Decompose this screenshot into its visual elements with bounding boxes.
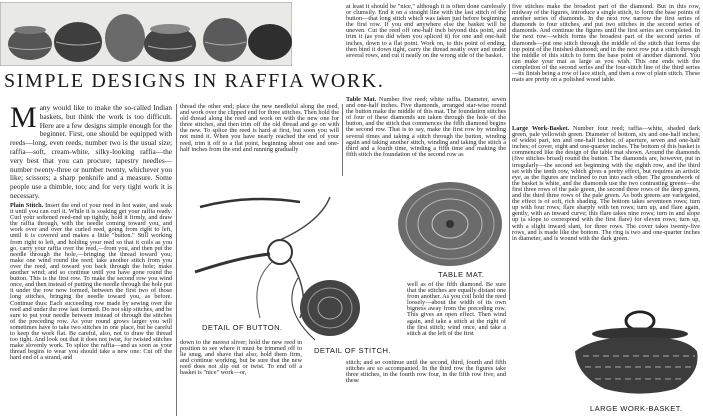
col3-top-text: at least it should be "nice," although it is often done carelessly or clumsily. End it on a straight line with the last stitch of the button—that long stitch which was taken just before beginning the first row. If you end anywhere else the basket will be uneven. Cut the reed off one-half inch beyond this point, and trim it (as you did when you spliced it) for one and one-half inches, down to a flat point. Work on, to this point of ending, then bind it down tight, carry the thread neatly over and under several rows, and cut it neatly on the wrong side of the basket.: [346, 3, 506, 59]
plain-stitch-section: [10, 203, 172, 361]
intro-text: any would like to make the so-called Indian baskets, but think the work is too difficult. Here are a few designs simple enough for the beginner. First, one should be equipped with reeds—long, even reeds, number two is the usual size; raffia—soft, cream-white, silky-looking raffia—the very best that you can procure; tapestry needles—number twenty-three or number twenty, whichever you like; scissors; a sharp penknife and a measure. Some people use a thimble, too; and for very tight work it is necessary.: [10, 103, 172, 200]
col3-mid-text: well as of the fifth diamond. Be sure that the stitches are equally distant one from another. As you coil hold the reed loosely—about the width of its own bigness away from the preceding row. This gives an open effect. Then wind again, and take a stitch at the right of the first stitch; wind once, and take a stitch at the left of the first: [407, 281, 506, 337]
work-basket-section: [512, 126, 700, 242]
intro-paragraph: [10, 101, 172, 201]
col4-top-text: five stitches make the broadest part of the diamond. But in this row, midway of the figures, introduce a single stitch, to form the base points of another series of diamonds. In the next row narrow the first series of diamonds to four stitches, and put two stitches in the second series of diamonds. And continue the figures until the first series are completed. In the next row—which forms the broadest part of the second series of diamonds—put one stitch through the middle of the stitch that forms the top point of the finished diamond; and in the next row put a stitch through the middle of this stitch to form the base point of another diamond. You can make your mat as large as you wish. This one ends with the completion of the second series and the four-stitch line of the third series—its finish being a row of lace stitch, and then a row of plain stitch. These mats are pretty on a polished wood table.: [512, 3, 700, 84]
caption-button: DETAIL OF BUTTON.: [202, 323, 283, 332]
table-mat-text: Number five reed; white raffia. Diameter, seven and one-half inches. Five diamonds, arranged star-wise round the button make the middle of this mat. The foundation stitches of four of these diamonds are taken through the hole of the button, and the stitch that commences the fifth diamond begins the second row. That is to say, make the first row by winding several times and taking a stitch through the button, winding again and taking another stitch, winding and taking the stitch a third and a fourth time, winding a fifth time and making the fifth stitch the foundation of the second row as: [346, 96, 506, 158]
caption-mat: TABLE MAT.: [438, 270, 485, 279]
column-rule: [342, 104, 343, 176]
column-rule: [176, 104, 177, 416]
col2-bottom-text: down to the merest sliver; hold the new reed in position to see where it must be trimmed off to lie snug, and shave that also; hold them firm, and continue working, but be sure that the new reed does not slip out or twist. To end off a basket is "nice" work—or,: [180, 339, 302, 377]
plain-stitch-text: Insert the end of your reed in hot water, and soak it until you can curl it. While it is soaking get your raffia ready. Curl your softened reed-end up tightly, hold it firmly, and draw the raffia through, with the needle coming toward you, and work over and over the curled reed, going from right to left, until it is covered and makes a little "button." Still working from right to left, and holding your reed so that it coils as you go, carry your raffia over the reed,—from you, and then put the needle through the hole,—bringing the thread toward you; make one wind round the reed; take another stitch from you over the reed, and toward you back through the hole; make another wind; and so continue until you have gone round the button. This is the first row. To make the second row you wind once, and then instead of putting the needle through the hole put it under the row now formed, between the first two of those long stitches, bringing the needle toward you, as before. Continue thus: Each succeeding row made by sewing over the reed and under the row last formed. Do not skip stitches, and be sure to put your needle between instead of through the stitches of the preceding row. As your round grows larger you will sometimes have to take two stitches in one place, but be careful to keep the work flat. Be careful, also, not to draw the thread too tight. And look out that it does not twist, for twisted stitches make slovenly work. To splice the raffia—and as soon as your thread begins to wear you should take a new one: Cut off the hard end of a strand, and: [10, 202, 172, 362]
baskets-photo: [0, 2, 292, 66]
caption-stitch: DETAIL OF STITCH.: [314, 346, 391, 355]
column-rule: [509, 4, 510, 300]
work-basket-text: Number four reed; raffia—white, shaded dark green, pale yellowish green. Diameter of bottom, six and one-half inches; of widest part, ten and one-half inches; of aperture, seven and one-half inches; of cover, eight and one-quarter inches. The bottom of this basket is commenced like the design of the table mat shown. Around the diamonds (five stitches broad) round the button. The diamonds are, however, put in irregularly—the second set beginning with the eighth row, and the third set with the tenth row, which gives a pretty effect, but requires an artistic eye, as the figures are inclined to run into each other. The groundwork of the basket is white, and the diamonds use the two contrasting greens—the first three rows of the pale green, the second three rows of the deep green, and the third three rows of the pale green. As both greens are variegated, the effect is of soft, rich shading. The bottom takes seventeen rows; turn up with four rows; flare sharply with ten rows; turn up, and flare again, gently, with an inward curve; this flare takes nine rows; turn in and slope up (a slope to correspond with the first flare) for eleven rows; turn up, with a slight inward slant, for three rows. The cover takes twenty-five rows, and is made like the bottom. The ring is two and one-quarter inches in diameter, and is wound with the dark green.: [512, 125, 700, 242]
col2-top-text: thread the other end; place the new needleful along the reed, and work over the clipped end for three stitches. Then hold the old thread along the reed and work on with the new one for three stitches, and then trim off the old thread and go on with the new. To splice the reed is hard at first, but soon you will not mind it. When you have nearly reached the end of your reed, trim it off to a flat point, beginning about one and one-half inches from the end and running gradually: [180, 103, 339, 153]
plain-stitch-heading: Plain Stitch.: [10, 202, 44, 209]
table-mat-section: [346, 97, 506, 158]
article-title: SIMPLE DESIGNS IN RAFFIA WORK.: [4, 70, 385, 92]
stitch-detail-illustration: [270, 268, 380, 343]
drop-cap: M: [10, 101, 37, 134]
caption-basket: LARGE WORK-BASKET.: [590, 404, 683, 413]
table-mat-illustration: [395, 180, 505, 268]
col3-bottom-text: stitch; and so continue until the second, third, fourth and fifth stitches are so accompanied. In the third row the figures take three stitches, in the fourth row four, in the fifth row five; and these: [346, 359, 506, 385]
work-basket-illustration: [555, 310, 701, 400]
table-mat-heading: Table Mat.: [346, 96, 377, 103]
work-basket-heading: Large Work-Basket.: [512, 125, 570, 132]
